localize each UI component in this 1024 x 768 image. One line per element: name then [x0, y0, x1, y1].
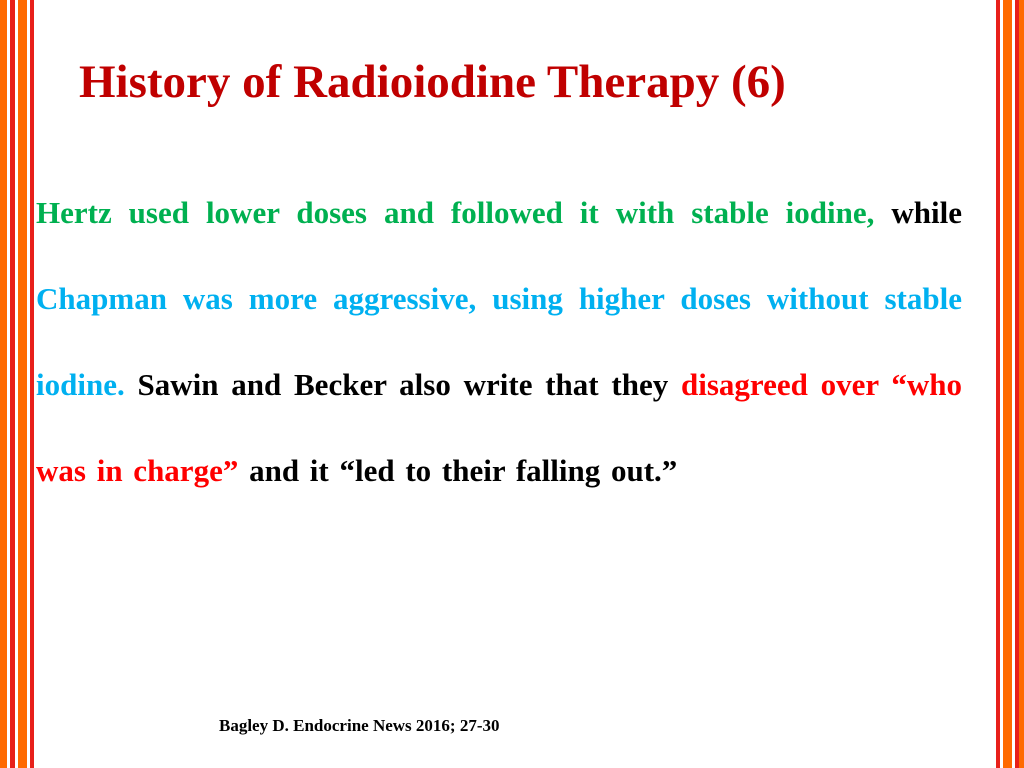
left-decorative-border: [0, 0, 36, 768]
body-segment-while: while: [891, 195, 962, 230]
body-segment-chapman: Chapman was more aggressive, using higher doses without stable iodine.: [36, 281, 962, 402]
body-segment-sawin-becker: Sawin and Becker also write that they: [137, 367, 681, 402]
slide-title: History of Radioiodine Therapy (6): [79, 56, 786, 108]
slide-body-paragraph: [36, 170, 962, 514]
body-segment-hertz: Hertz used lower doses and followed it with stable iodine,: [36, 195, 892, 230]
body-segment-disagreed: disagreed over “who was in charge”: [36, 367, 963, 488]
body-segment-falling-out: and it “led to their falling out.”: [249, 453, 678, 488]
right-decorative-border: [996, 0, 1024, 768]
citation: Bagley D. Endocrine News 2016; 27-30: [219, 716, 500, 735]
